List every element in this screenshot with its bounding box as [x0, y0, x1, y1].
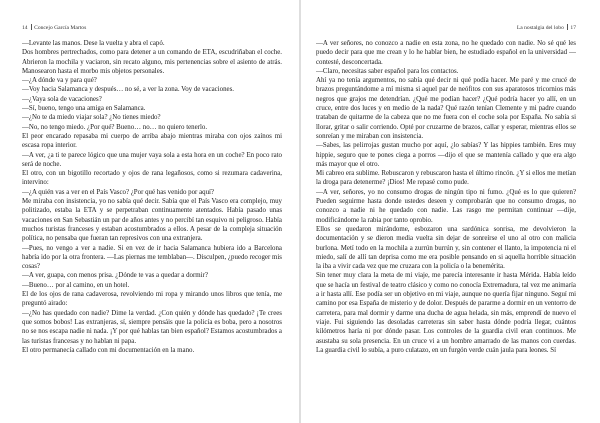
header-separator — [567, 24, 568, 30]
paragraph: —¿A quién vas a ver en el País Vasco? ¿Por qué has venido por aquí? — [22, 188, 214, 196]
paragraph: Ahí ya no tenía argumentos, no sabía qué decir ni qué podía hacer. Me paré y me crucé de brazos preguntándome a mí misma si aquel par de neófitos con sus aparatosos tricornios más negros que grajos me detendrían. ¿Qué me podían hacer? ¿Qué podría hacer yo allí, en un cruce, entre dos luces y en medio de la nada? Qué razón tenían Clemente y mi padre cuando trataban de quitarme de la cabeza que no me fuera con el coche sola por España. No sabía si llorar, gritar o salir corriendo. Opté por cruzarme de brazos, callar y esperar, mientras ellos se sonreían y me miraban con insistencia. — [316, 77, 576, 140]
paragraph: Mi cabreo era sublime. Rebuscaron y rebuscaron hasta el último rincón. ¿Y si ellos me metían la droga para detenerme? ¡Dios! Me repasé como pude. — [316, 170, 576, 187]
right-body-text — [316, 39, 576, 355]
left-page — [22, 24, 282, 419]
paragraph: —¿No te da miedo viajar sola? ¿No tienes miedo? — [22, 114, 161, 122]
paragraph: —A ver, ¿a ti te parece lógico que una mujer vaya sola a esta hora en un coche? En poco rato será de noche. — [22, 151, 282, 168]
paragraph: Me miraba con insistencia, yo no sabía qué decir. Sabía que el País Vasco era complejo, muy politizado, estaba la ETA y se perpetraban continuamente atentados. Había pasado unas vacaciones en San Sebastián un par de años antes y no percibí tan esquivo ni peligroso. Había muchos turistas franceses y estaban acostumbrados a ellos. A pesar de la compleja situación política, no pensaba que fueran tan represivos con una extranjera. — [22, 198, 282, 243]
paragraph: —Sí, bueno, tengo una amiga en Salamanca. — [22, 105, 146, 113]
paragraph: —Claro, necesitas saber español para los contactos. — [316, 67, 459, 75]
right-running-head — [316, 24, 576, 32]
paragraph: —¿No has quedado con nadie? Dime la verdad. ¿Con quién y dónde has quedado? ¡Te crees que somos bobos! Las extranjeras, sí, siempre pensáis que la policía es boba, pero a nosotros no se nos escapa nadie ni nada. ¡Y por qué hablas tan bien español? Estamos acostumbrados a las turistas francesas y no hablan ni papa. — [22, 309, 282, 345]
paragraph: —A ver, guapa, con menos prisa. ¿Dónde te vas a quedar a dormir? — [22, 272, 208, 280]
paragraph: —No, no tengo miedo. ¿Por qué? Bueno… no… no quiero tenerlo. — [22, 123, 208, 131]
paragraph: El de los ojos de rana cadaverosa, revolviendo mi ropa y mirando unos libros que tenía, me preguntó airado: — [22, 291, 282, 308]
left-page-number: 14 — [22, 25, 28, 31]
paragraph: —¿A dónde va y para qué? — [22, 77, 97, 85]
paragraph: El otro, con un bigotillo recortado y ojos de rana legañosos, como si rezumara cadaverina, intervino: — [22, 170, 282, 187]
right-page-number: 17 — [570, 25, 576, 31]
paragraph: —Sabes, las pelirrojas gustan mucho por aquí, ¿lo sabías? Y las hippies también. Eres muy hippie, seguro que te pones ciega a porros —dijo el que se mantenía callado y que era algo más mayor que el otro. — [316, 142, 576, 168]
paragraph: —A ver señores, no conozco a nadie en esta zona, no he quedado con nadie. No sé qué les puedo decir para que me crean y lo he hablar bien, he estudiado español en la universidad —contesté, desconcertada. — [316, 40, 576, 66]
paragraph: Dos hombres pertrechados, como para detener a un comando de ETA, escudriñaban el coche. Abrieron la mochila y vaciaron, sin recato alguno, mis pertenencias sobre el asiento de atrás. Manosearon hasta el morbo mis objetos personales. — [22, 49, 282, 75]
left-header-author: Concejo García Martos — [34, 25, 87, 31]
right-header-title: La nostalgia del lobo — [516, 25, 564, 31]
paragraph: —A ver, señores, yo no consumo drogas de ningún tipo ni fumo. ¿Qué es lo que quieren? Pueden seguirme hasta donde ustedes deseen y comprobarán que no consumo drogas, no conozco a nadie ni he quedado con nadie. Las rasgo me permitan continuar —dije, modificándome la rabia por tanto oprobio. — [316, 188, 576, 224]
paragraph: Sin tener muy clara la meta de mi viaje, me parecía interesante ir hasta Mérida. Había leído que se hacía un festival de teatro clásico y como no conocía Extremadura, tal vez me animaría a ir hasta allí. Ese podía ser un objetivo en mi viaje, aunque no quería fijar ninguno. Seguí mi camino por esa España de misterio y de dolor. Después de pararme a dormir en un ventorro de carretera, para mal dormir y darme una ducha de agua helada, sin más, emprendí de nuevo el viaje. Fui siguiendo las desoladas carreteras sin saber hasta dónde podría llegar, cuántos kilómetros haría ni por dónde pasar. Los controles de la guardia civil eran continuos. Me asustaba su sola presencia. En un cruce vi a un hombre amarrado de las manos con cuerdas. La guardia civil lo subía, a puro culatazo, en un furgón verde cuán jaula para leones. Sí — [316, 272, 576, 354]
paragraph: —Levante las manos. Dese la vuelta y abra el capó. — [22, 40, 165, 47]
paragraph: El peor encarado repasaba mi cuerpo de arriba abajo mientras miraba con ojos zaínos mi escasa ropa interior. — [22, 132, 282, 150]
book-gutter — [299, 0, 301, 423]
paragraph: Ellos se quedaron mirándome, esbozaron una sardónica sonrisa, me devolvieron la documentación y se dieron media vuelta sin dejar de sonreírse el uno al otro con malicia burlona. Metí todo en la mochila a zurrún burrún y, sin contener el llanto, la impotencia ni el miedo, salí de allí tan deprisa como me era posible pensando en si aquella horrible situación la iba a vivir cada vez que me cruzara con la policía o la benemérita. — [316, 225, 576, 271]
paragraph: —Pues, no vengo a ver a nadie. Si en vez de ir hacia Salamanca hubiera ido a Barcelona habría ido por la otra frontera. —Las piernas me temblaban—. Disculpen, ¿puedo recoger mis cosas? — [22, 244, 282, 271]
paragraph: —¿Vaya sola de vacaciones? — [22, 95, 102, 103]
left-running-head — [22, 24, 282, 32]
header-separator — [31, 24, 32, 30]
left-body-text — [22, 39, 282, 355]
paragraph: El otro permanecía callado con mi documentación en la mano. — [22, 346, 195, 354]
paragraph: —Bueno… por al camino, en un hotel. — [22, 281, 130, 289]
paragraph: —Voy hacia Salamanca y después… no sé, a ver la zona. Voy de vacaciones. — [22, 86, 235, 94]
right-page — [316, 24, 576, 419]
